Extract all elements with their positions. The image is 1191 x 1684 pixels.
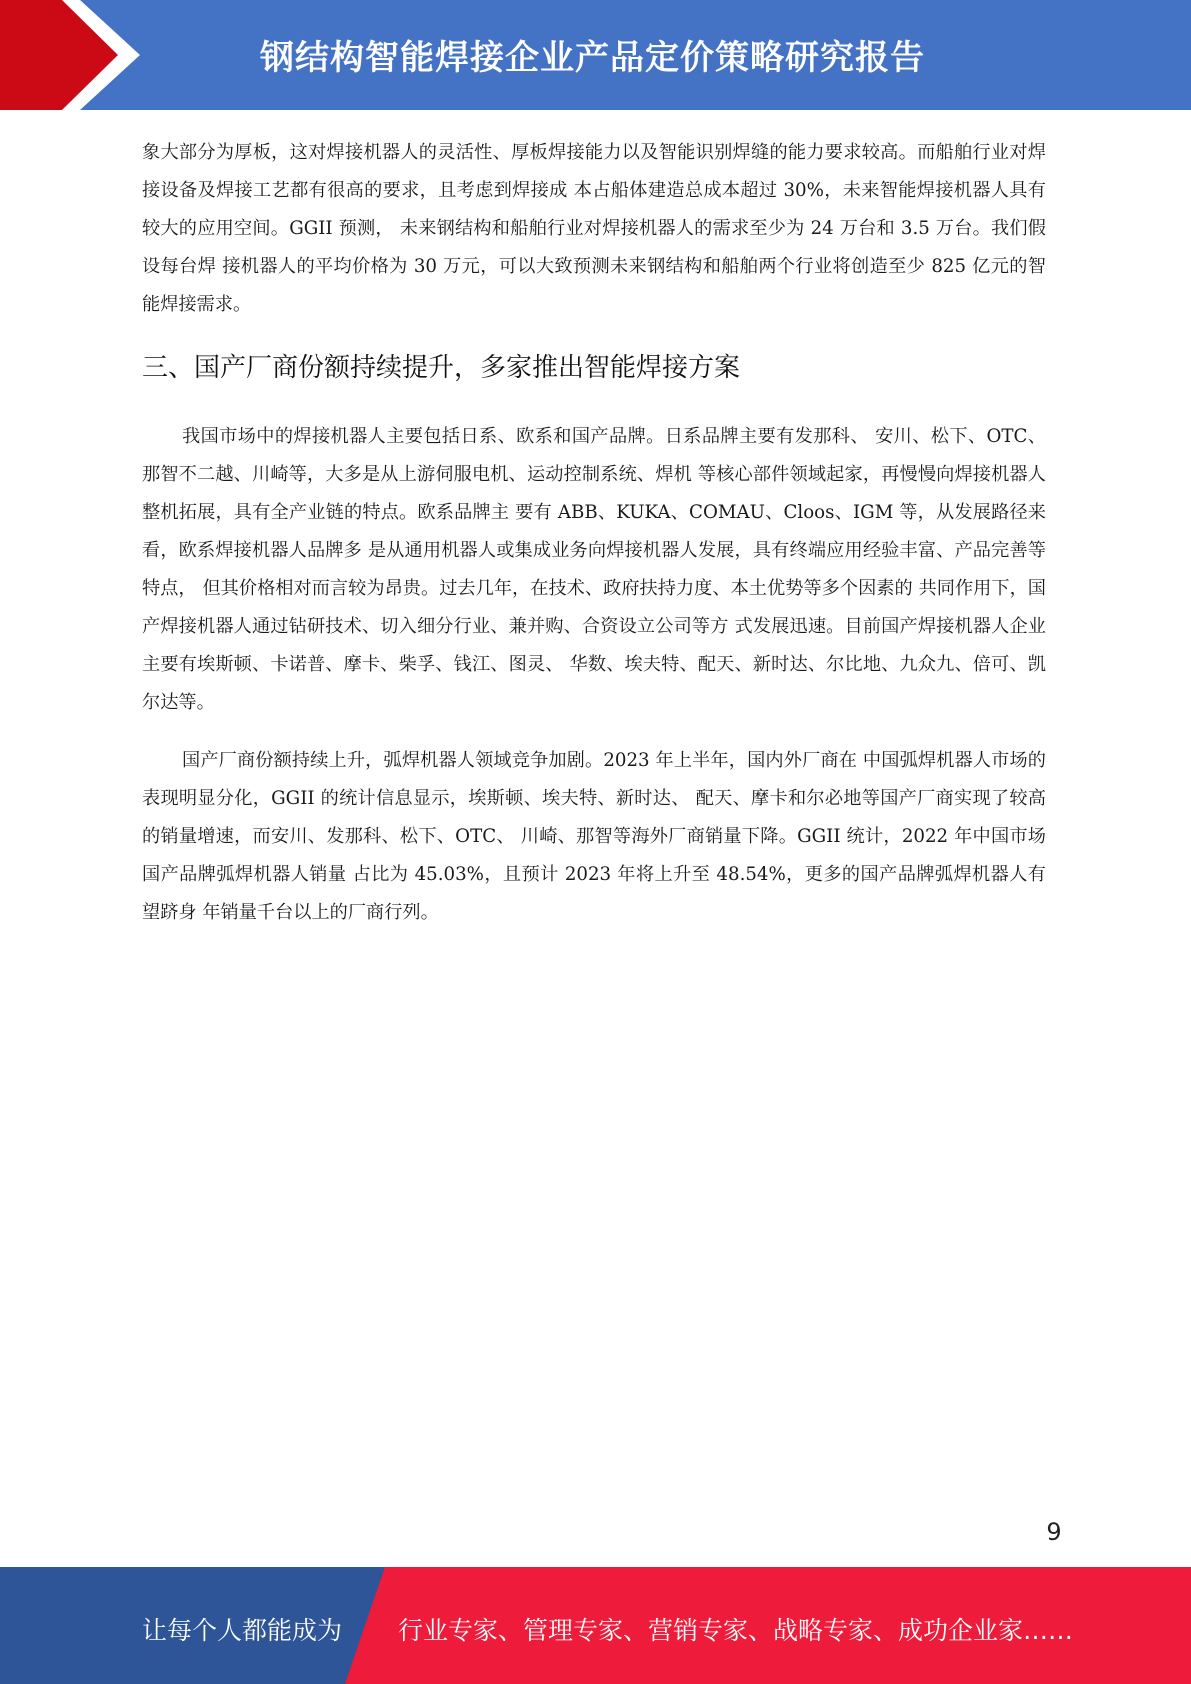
footer-slogan-right: 行业专家、管理专家、营销专家、战略专家、成功企业家…… (398, 1616, 1074, 1645)
paragraph-brands: 我国市场中的焊接机器人主要包括日系、欧系和国产品牌。日系品牌主要有发那科、 安川、松下、OTC、那智不二越、川崎等，大多是从上游伺服电机、运动控制系统、焊机 等核心部件领域起家，再慢慢向焊接机器人整机拓展，具有全产业链的特点。欧系品牌主 要有 ABB、KUKA、COMAU、Cloos、IGM 等，从发展路径来看，欧系焊接机器人品牌多 是从通用机器人或集成业务向焊接机器人发展，具有终端应用经验丰富、产品完善等特点， 但其价格相对而言较为昂贵。过去几年，在技术、政府扶持力度、本土优势等多个因素的 共同作用下，国产焊接机器人通过钻研技术、切入细分行业、兼并购、合资设立公司等方 式发展迅速。目前国产焊接机器人企业主要有埃斯顿、卡诺普、摩卡、柴孚、钱江、图灵、 华数、埃夫特、配天、新时达、尔比地、九众九、倍可、凯尔达等。 (142, 426, 1046, 713)
header-red-block (0, 0, 118, 110)
page-header (0, 0, 1191, 110)
paragraph-spacer (142, 722, 1046, 742)
page-number: 9 (1046, 1518, 1062, 1546)
report-title: 钢结构智能焊接企业产品定价策略研究报告 (260, 38, 925, 78)
header-chevron-decoration (0, 0, 150, 110)
paragraph-market-share: 国产厂商份额持续上升，弧焊机器人领域竞争加剧。2023 年上半年，国内外厂商在 中国弧焊机器人市场的表现明显分化，GGII 的统计信息显示，埃斯顿、埃夫特、新时达、 配天、摩卡和尔必地等国产厂商实现了较高的销量增速，而安川、发那科、松下、OTC、 川崎、那智等海外厂商销量下降。GGII 统计，2022 年中国市场国产品牌弧焊机器人销量 占比为 45.03%，且预计 2023 年将上升至 48.54%，更多的国产品牌弧焊机器人有望跻身 年销量千台以上的厂商行列。 (142, 750, 1046, 923)
footer-slogan-left: 让每个人都能成为 (142, 1616, 343, 1645)
intro-paragraph: 象大部分为厚板，这对焊接机器人的灵活性、厚板焊接能力以及智能识别焊缝的能力要求较高。而船舶行业对焊接设备及焊接工艺都有很高的要求，且考虑到焊接成 本占船体建造总成本超过 30%，未来智能焊接机器人具有较大的应用空间。GGII 预测， 未来钢结构和船舶行业对焊接机器人的需求至少为 24 万台和 3.5 万台。我们假设每台焊 接机器人的平均价格为 30 万元，可以大致预测未来钢结构和船舶两个行业将创造至少 825 亿元的智能焊接需求。 (142, 142, 1046, 315)
section-heading: 三、国产厂商份额持续提升，多家推出智能焊接方案 (142, 353, 741, 383)
document-body (142, 134, 1046, 932)
page-footer (0, 1567, 1191, 1684)
